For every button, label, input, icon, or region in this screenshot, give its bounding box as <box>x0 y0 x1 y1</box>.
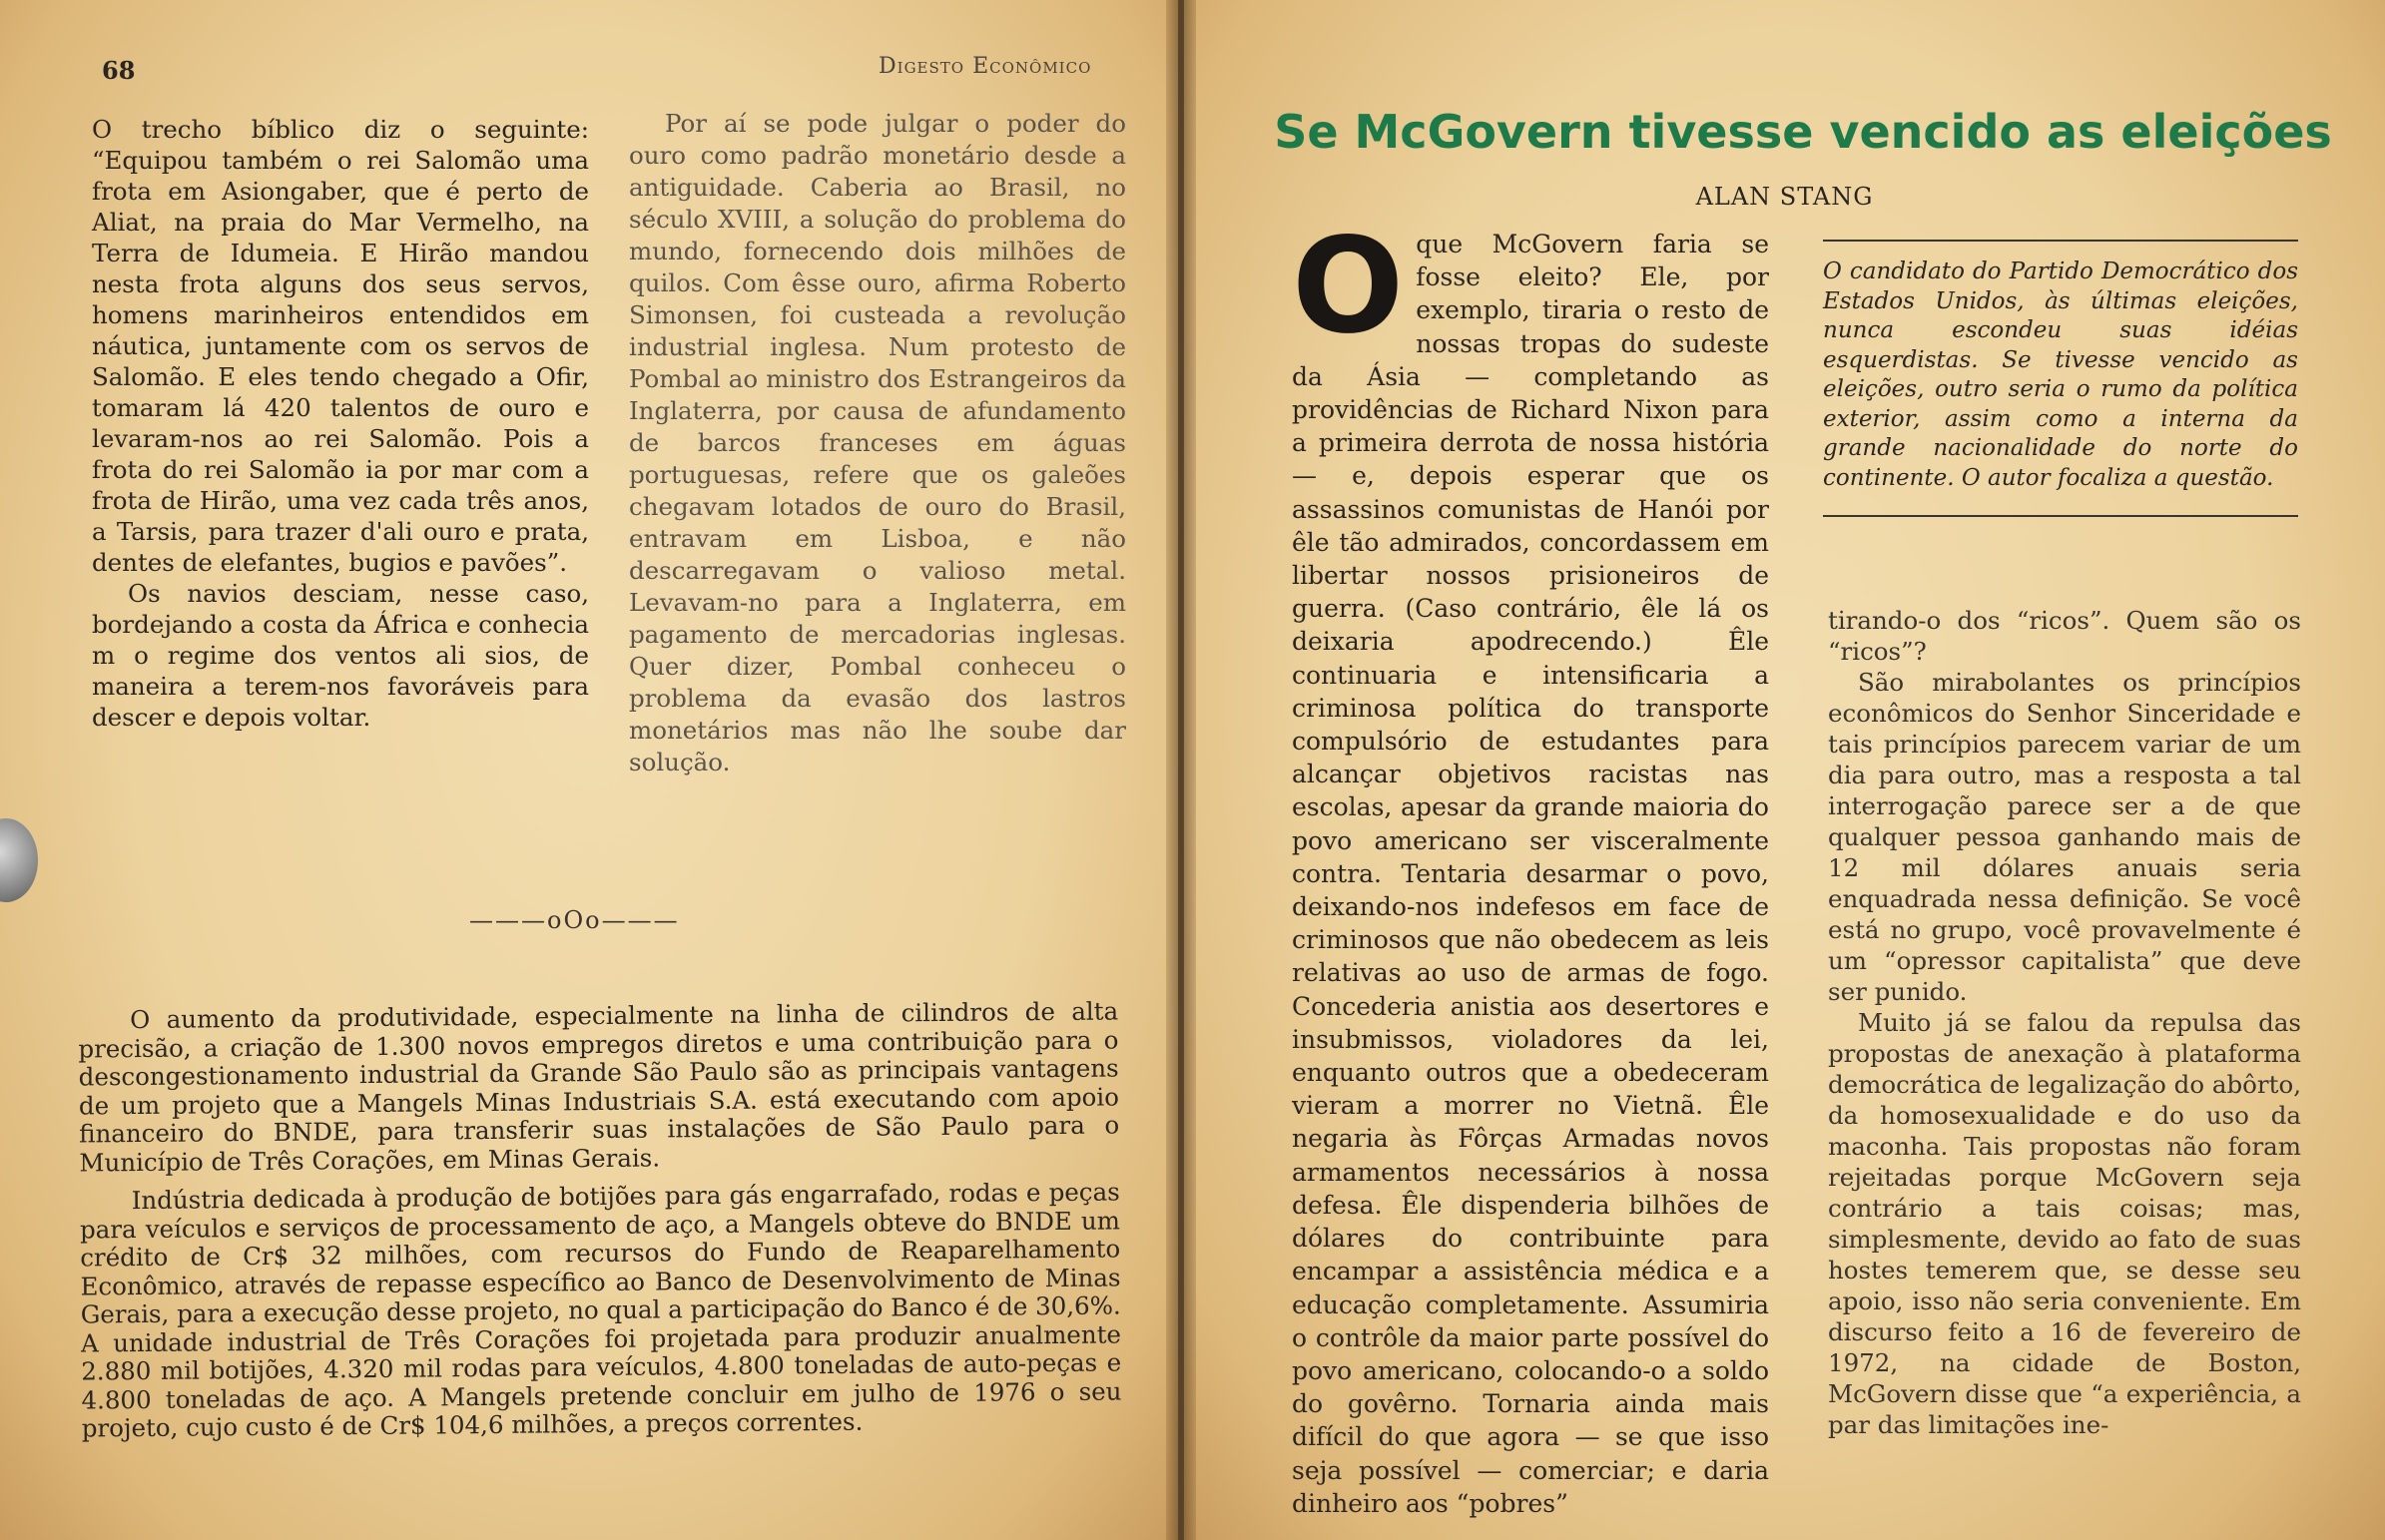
paragraph: São mirabolantes os princípios econômicos do Senhor Sinceridade e tais princípios parecem variar de um dia para outro, mas a resposta a tal interrogação parece ser a de que qualquer pessoa ganhando mais de 12 mil dólares anuais seria enquadrada nessa definição. Se você está no grupo, você provavelmente é um “opressor capitalista” que deve ser punido. <box>1828 668 2301 1006</box>
running-head: Digesto Econômico <box>879 54 1092 79</box>
paragraph: O trecho bíblico diz o seguinte: “Equipou também o rei Salomão uma frota em Asiongaber, que é perto de Aliat, na praia do Mar Vermelho, na Terra de Idumeia. E Hirão mandou nesta frota alguns dos seus servos, homens marinheiros entendidos em náutica, juntamente com os servos de Salomão. E eles tendo chegado a Ofir, tomaram lá 420 talentos de ouro e levaram-nos ao rei Salomão. Pois a frota do rei Salomão ia por mar com a frota de Hirão, uma vez cada três anos, a Tarsis, para trazer d'ali ouro e prata, dentes de elefantes, bugios e pavões”. <box>92 115 589 577</box>
article-abstract <box>1823 240 2298 517</box>
column-a <box>92 114 589 733</box>
coin-object <box>0 818 38 902</box>
page-number: 68 <box>102 56 136 85</box>
article-title: Se McGovern tivesse vencido as eleições <box>1274 105 2332 159</box>
column-2 <box>1828 605 2301 1440</box>
paragraph: O aumento da produtividade, especialmente na linha de cilindros de alta precisão, a criação de 1.300 novos empregos diretos e uma contribuição para o descongestionamento industrial da Grande São Paulo são as principais vantagens de um projeto que a Mangels Minas Industriais S.A. está executando com apoio financeiro do BNDE, para transferir suas instalações de São Paulo para o Município de Três Corações, em Minas Gerais. <box>78 996 1120 1178</box>
paragraph <box>1292 210 1769 1520</box>
left-page <box>0 0 1178 1540</box>
abstract-top-rule <box>1823 240 2298 242</box>
column-1 <box>1292 210 1769 1520</box>
paragraph: tirando-o dos “ricos”. Quem são os “ricos”? <box>1828 606 2301 666</box>
paragraph: Por aí se pode julgar o poder do ouro como padrão monetário desde a antiguidade. Caberia ao Brasil, no século XVIII, a solução do problema do mundo, fornecendo dois milhões de quilos. Com êsse ouro, afirma Roberto Simonsen, foi custeada a revolução industrial inglesa. Num protesto de Pombal ao ministro dos Estrangeiros da Inglaterra, por causa de afundamento de barcos franceses em águas portuguesas, refere que os galeões chegavam lotados de ouro do Brasil, entravam em Lisboa, e não descarregavam o valioso metal. Levavam-no para a Inglaterra, em pagamento de mercadorias inglesas. Quer dizer, Pombal conheceu o problema da evasão dos lastros monetários mas não lhe soube dar solução. <box>629 109 1126 776</box>
section-divider: ———oOo——— <box>469 906 680 934</box>
drop-cap: O <box>1292 210 1405 363</box>
paragraph: Os navios desciam, nesse caso, bordejando a costa da África e conhecia m o regime dos ventos ali sios, de maneira a terem-nos favoráveis para descer e depois voltar. <box>92 579 589 732</box>
abstract-text: O candidato do Partido Democrático dos Estados Unidos, às últimas eleições, nunca escondeu suas idéias esquerdistas. Se tivesse vencido as eleições, outro seria o rumo da política exterior, assim como a interna da grande nacionalidade do norte do continente. O autor focaliza a questão. <box>1823 258 2298 491</box>
right-page <box>1184 0 2385 1540</box>
book-gutter <box>1166 0 1196 1540</box>
article-author: ALAN STANG <box>1695 183 1874 211</box>
paragraph: Muito já se falou da repulsa das propostas de anexação à plataforma democrática de legalização do abôrto, da homosexualidade e do uso da maconha. Tais propostas não foram rejeitadas porque McGovern seja contrário a tais coisas; mas, simplesmente, devido ao fato de suas hostes temerem que, se desse seu apoio, isso não seria conveniente. Em discurso feito a 16 de fevereiro de 1972, na cidade de Boston, McGovern disse que “a experiência, a par das limitações ine- <box>1828 1008 2302 1439</box>
paragraph-text: que McGovern faria se fosse eleito? Ele, por exemplo, tiraria o resto de nossas tropas do sudeste da Ásia — completando as providências de Richard Nixon para a primeira derrota de nossa história — e, depois esperar que os assassinos comunistas de Hanói por êle tão admirados, concordassem em libertar nossos prisioneiros de guerra. (Caso contrário, êle lá os deixaria apodrecendo.) Êle continuaria e intensificaria a criminosa política do transporte compulsório de estudantes para alcançar objetivos racistas nas escolas, apesar da grande maioria do povo americano ser visceralmente contra. Tentaria desarmar o povo, deixando-nos indefesos em face de criminosos que não obedecem as leis relativas ao uso de armas de fogo. Concederia anistia aos desertores e insubmissos, violadores da lei, enquanto outros que a obedeceram vieram a morrer no Vietnã. Êle negaria às Fôrças Armadas novos armamentos necessários à nossa defesa. Êle dispenderia bilhões de dólares do contribuinte para encampar a assistência médica e a educação completamente. Assumiria o contrôle da maior parte possível do povo americano, colocando-o a soldo do govêrno. Tornaria ainda mais difícil do que agora — se que isso seja possível — comerciar; e daria dinheiro aos “pobres” <box>1292 230 1769 1518</box>
bottom-article <box>78 997 1122 1453</box>
paragraph: Indústria dedicada à produção de botijões para gás engarrafado, rodas e peças para veículos e serviços de processamento de aço, a Mangels obteve do BNDE um crédito de Cr$ 32 milhões, com recursos do Fundo de Reaparelhamento Econômico, através de repasse específico ao Banco de Desenvolvimento de Minas Gerais, para a execução desse projeto, no qual a participação do Banco é de 30,6%. A unidade industrial de Três Corações foi projetada para produzir anualmente 2.880 mil botijões, 4.320 mil rodas para veículos, 4.800 toneladas de auto-peças e 4.800 toneladas de aço. A Mangels pretende concluir em julho de 1976 o seu projeto, cujo custo é de Cr$ 104,6 milhões, a preços correntes. <box>79 1177 1122 1443</box>
abstract-bottom-rule <box>1823 515 2298 517</box>
column-b <box>629 108 1126 778</box>
